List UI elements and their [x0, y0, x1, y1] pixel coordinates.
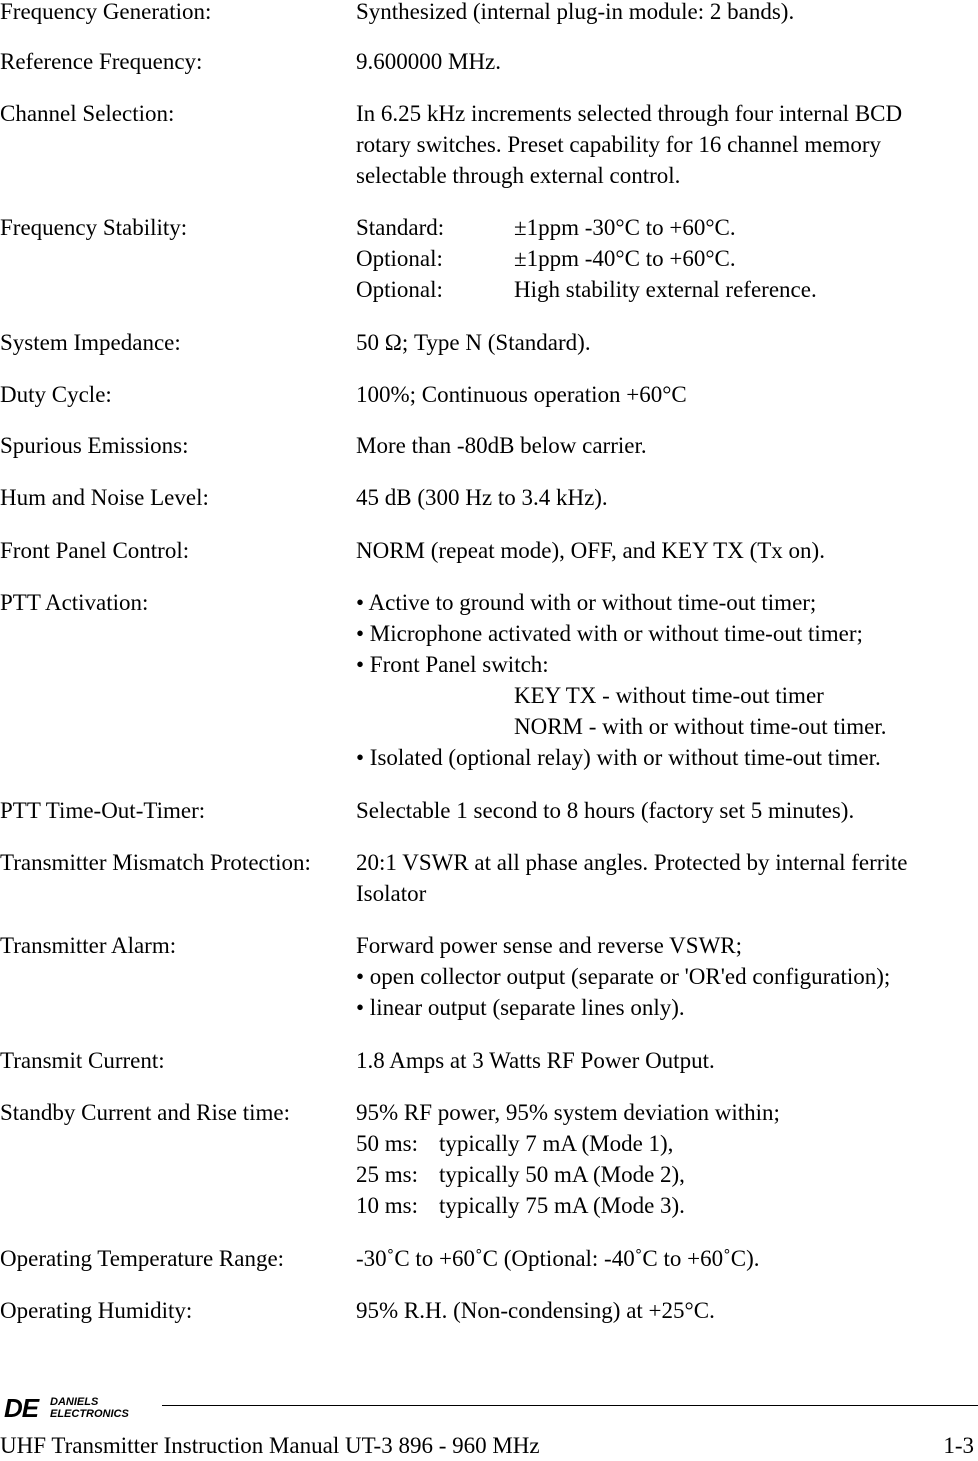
spec-label: Standby Current and Rise time: [0, 1100, 291, 1125]
spec-value [356, 1243, 966, 1274]
spec-value-line: Forward power sense and reverse VSWR; [356, 933, 743, 958]
spec-value-subline: NORM - with or without time-out timer. [514, 714, 887, 739]
spec-value-line: Synthesized (internal plug-in module: 2 bands). [356, 0, 795, 24]
stability-value: ±1ppm -30°C to +60°C. [514, 215, 736, 240]
daniels-electronics-logo [4, 1393, 164, 1423]
spec-value-line: • Isolated (optional relay) with or without time-out timer. [356, 745, 881, 770]
spec-label: Transmitter Alarm: [0, 933, 177, 958]
spec-value [356, 0, 966, 27]
spec-value-line: Isolator [356, 881, 427, 906]
spec-label: Transmitter Mismatch Protection: [0, 850, 311, 875]
spec-value [356, 482, 966, 513]
spec-value [356, 327, 966, 358]
spec-label: Frequency Stability: [0, 215, 188, 240]
stability-kind: Standard: [356, 215, 445, 240]
logo-name-line: ELECTRONICS [50, 1408, 129, 1420]
standby-current: typically 50 mA (Mode 2), [439, 1162, 685, 1187]
spec-value-line: 100%; Continuous operation +60°C [356, 382, 687, 407]
spec-label: Front Panel Control: [0, 538, 190, 563]
rise-time: 10 ms: [356, 1193, 418, 1218]
spec-value [356, 379, 966, 410]
rise-time: 25 ms: [356, 1162, 418, 1187]
rise-time-row [356, 1159, 966, 1190]
spec-value [356, 212, 966, 305]
spec-value-line: NORM (repeat mode), OFF, and KEY TX (Tx on). [356, 538, 825, 563]
spec-value [356, 1097, 966, 1221]
standby-current: typically 75 mA (Mode 3). [439, 1193, 685, 1218]
page-number: 1-3 [943, 1433, 974, 1458]
rise-time: 50 ms: [356, 1131, 418, 1156]
spec-value-line: In 6.25 kHz increments selected through four internal BCD [356, 101, 903, 126]
spec-value-line: • Microphone activated with or without time-out timer; [356, 621, 863, 646]
spec-label: PTT Activation: [0, 590, 149, 615]
footer-manual-title: UHF Transmitter Instruction Manual UT-3 896 - 960 MHz [0, 1433, 540, 1458]
spec-value-line: -30˚C to +60˚C (Optional: -40˚C to +60˚C). [356, 1246, 760, 1271]
spec-value [356, 430, 966, 461]
spec-value-line: 20:1 VSWR at all phase angles. Protected by internal ferrite [356, 850, 908, 875]
spec-label: Duty Cycle: [0, 382, 112, 407]
spec-label: Reference Frequency: [0, 49, 203, 74]
spec-label: Operating Temperature Range: [0, 1246, 285, 1271]
rise-time-row [356, 1190, 966, 1221]
spec-value [356, 1045, 966, 1076]
spec-value [356, 587, 966, 773]
spec-value-line: • open collector output (separate or 'OR'ed configuration); [356, 964, 891, 989]
spec-value-line: • Front Panel switch: [356, 652, 549, 677]
spec-value-line: rotary switches. Preset capability for 16 channel memory [356, 132, 882, 157]
spec-value-line: More than -80dB below carrier. [356, 433, 647, 458]
rise-time-row [356, 1128, 966, 1159]
spec-label: Hum and Noise Level: [0, 485, 209, 510]
spec-value [356, 46, 966, 77]
spec-label: Channel Selection: [0, 101, 175, 126]
logo-name-line: DANIELS [50, 1396, 99, 1408]
spec-value [356, 847, 966, 909]
spec-value [356, 930, 966, 1023]
spec-value [356, 535, 966, 566]
spec-value-subline: KEY TX - without time-out timer [514, 683, 824, 708]
spec-label: Operating Humidity: [0, 1298, 193, 1323]
spec-value-line: 50 Ω; Type N (Standard). [356, 330, 591, 355]
spec-value [356, 1295, 966, 1326]
spec-value-line: Selectable 1 second to 8 hours (factory set 5 minutes). [356, 798, 855, 823]
spec-value-line: 95% R.H. (Non-condensing) at +25°C. [356, 1298, 715, 1323]
spec-value-line: 1.8 Amps at 3 Watts RF Power Output. [356, 1048, 715, 1073]
stability-value: High stability external reference. [514, 277, 817, 302]
spec-value-line: 45 dB (300 Hz to 3.4 kHz). [356, 485, 608, 510]
stability-kind: Optional: [356, 277, 443, 302]
stability-row [356, 243, 966, 274]
stability-row [356, 212, 966, 243]
spec-value [356, 795, 966, 826]
spec-label: Spurious Emissions: [0, 433, 189, 458]
spec-value-line: • Active to ground with or without time-out timer; [356, 590, 817, 615]
spec-value-line: selectable through external control. [356, 163, 681, 188]
spec-value-line: 9.600000 MHz. [356, 49, 502, 74]
spec-value-line: • linear output (separate lines only). [356, 995, 685, 1020]
spec-value-line: 95% RF power, 95% system deviation within; [356, 1100, 780, 1125]
stability-kind: Optional: [356, 246, 443, 271]
spec-label: System Impedance: [0, 330, 181, 355]
spec-value [356, 98, 966, 191]
standby-current: typically 7 mA (Mode 1), [439, 1131, 674, 1156]
spec-label: PTT Time-Out-Timer: [0, 798, 206, 823]
stability-value: ±1ppm -40°C to +60°C. [514, 246, 736, 271]
spec-label: Transmit Current: [0, 1048, 165, 1073]
stability-row [356, 274, 966, 305]
footer-divider [162, 1405, 978, 1406]
logo-mark: DE [4, 1393, 39, 1423]
spec-label: Frequency Generation: [0, 0, 212, 24]
logo-company-name [50, 1396, 129, 1420]
